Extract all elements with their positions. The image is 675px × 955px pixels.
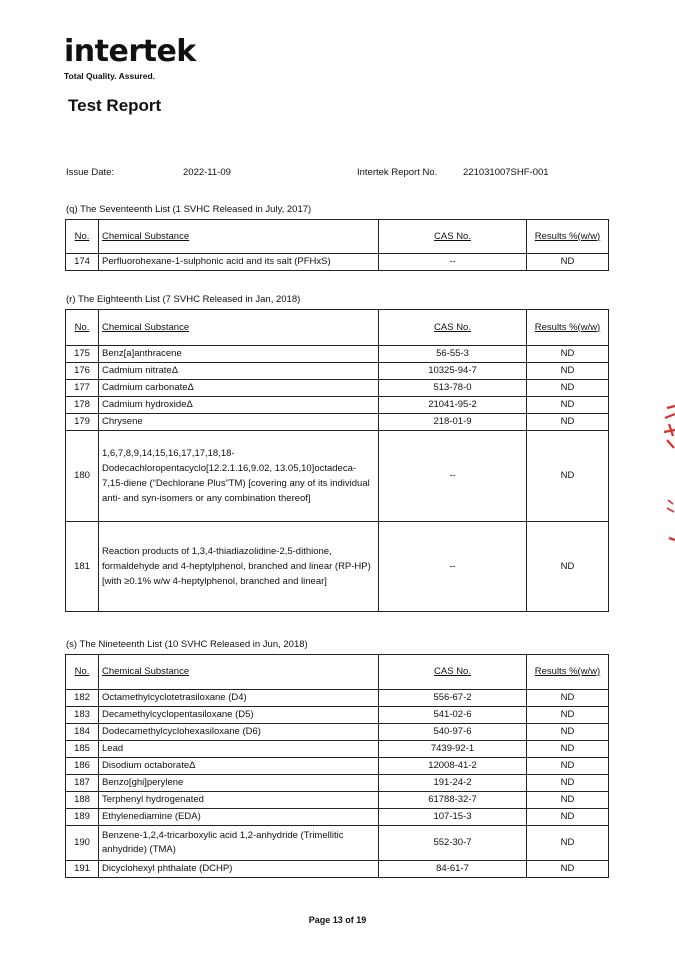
report-no-label: Intertek Report No.	[357, 167, 438, 178]
header-cas: CAS No.	[379, 310, 527, 346]
cell-cas: 7439-92-1	[379, 741, 527, 758]
logo-tagline: Total Quality. Assured.	[64, 71, 155, 81]
cell-no: 181	[66, 522, 99, 612]
table-row	[66, 690, 609, 707]
header-no: No.	[66, 220, 99, 254]
table-row	[66, 397, 609, 414]
cell-substance: Octamethylcyclotetrasiloxane (D4)	[99, 690, 379, 707]
table-row	[66, 431, 609, 522]
cell-no: 189	[66, 809, 99, 826]
table-row	[66, 380, 609, 397]
cell-substance: Decamethylcyclopentasiloxane (D5)	[99, 707, 379, 724]
cell-substance: Lead	[99, 741, 379, 758]
cell-substance: Terphenyl hydrogenated	[99, 792, 379, 809]
cell-substance: Benz[a]anthracene	[99, 346, 379, 363]
cell-cas: 540-97-6	[379, 724, 527, 741]
cell-cas: 21041-95-2	[379, 397, 527, 414]
cell-result: ND	[527, 414, 609, 431]
cell-result: ND	[527, 522, 609, 612]
cell-no: 175	[66, 346, 99, 363]
header-results: Results %(w/w)	[527, 220, 609, 254]
cell-cas: --	[379, 522, 527, 612]
cell-result: ND	[527, 826, 609, 861]
cell-cas: 107-15-3	[379, 809, 527, 826]
svhc-table-r	[65, 309, 609, 612]
table-row	[66, 414, 609, 431]
cell-cas: --	[379, 431, 527, 522]
table-row	[66, 792, 609, 809]
table-row	[66, 707, 609, 724]
table-row	[66, 522, 609, 612]
cell-no: 183	[66, 707, 99, 724]
cell-no: 186	[66, 758, 99, 775]
report-no-value: 221031007SHF-001	[463, 167, 549, 178]
section-title-q: (q) The Seventeenth List (1 SVHC Released in July, 2017)	[66, 204, 312, 215]
cell-no: 190	[66, 826, 99, 861]
cell-substance: Perfluorohexane-1-sulphonic acid and its salt (PFHxS)	[99, 254, 379, 271]
cell-cas: 556-67-2	[379, 690, 527, 707]
cell-result: ND	[527, 690, 609, 707]
section-title-r: (r) The Eighteenth List (7 SVHC Released in Jan, 2018)	[66, 294, 301, 305]
cell-cas: --	[379, 254, 527, 271]
header-substance: Chemical Substance	[99, 655, 379, 690]
cell-result: ND	[527, 758, 609, 775]
header-cas: CAS No.	[379, 655, 527, 690]
cell-substance: Disodium octaborateΔ	[99, 758, 379, 775]
table-header-row	[66, 220, 609, 254]
cell-substance: Cadmium carbonateΔ	[99, 380, 379, 397]
table-row	[66, 346, 609, 363]
header-cas: CAS No.	[379, 220, 527, 254]
cell-substance: Benzene-1,2,4-tricarboxylic acid 1,2-anhydride (Trimellitic anhydride) (TMA)	[99, 826, 379, 861]
table-row	[66, 826, 609, 861]
cell-substance: Dicyclohexyl phthalate (DCHP)	[99, 861, 379, 878]
seal-stamp-fragment	[655, 400, 675, 550]
page-number: Page 13 of 19	[308, 915, 367, 925]
cell-cas: 191-24-2	[379, 775, 527, 792]
cell-no: 179	[66, 414, 99, 431]
issue-date-label: Issue Date:	[66, 167, 115, 178]
table-row	[66, 724, 609, 741]
cell-cas: 61788-32-7	[379, 792, 527, 809]
cell-no: 178	[66, 397, 99, 414]
cell-no: 184	[66, 724, 99, 741]
cell-no: 176	[66, 363, 99, 380]
cell-cas: 552-30-7	[379, 826, 527, 861]
svhc-table-q	[65, 219, 609, 271]
table-row	[66, 758, 609, 775]
cell-cas: 56-55-3	[379, 346, 527, 363]
cell-result: ND	[527, 707, 609, 724]
cell-no: 185	[66, 741, 99, 758]
section-title-s: (s) The Nineteenth List (10 SVHC Released in Jun, 2018)	[66, 639, 308, 650]
cell-result: ND	[527, 724, 609, 741]
logo-wordmark: intertek	[64, 34, 196, 69]
table-header-row	[66, 310, 609, 346]
header-results: Results %(w/w)	[527, 310, 609, 346]
cell-result: ND	[527, 397, 609, 414]
table-row	[66, 809, 609, 826]
table-row	[66, 741, 609, 758]
cell-cas: 10325-94-7	[379, 363, 527, 380]
cell-result: ND	[527, 809, 609, 826]
cell-substance: Cadmium hydroxideΔ	[99, 397, 379, 414]
svhc-table-s	[65, 654, 609, 878]
cell-cas: 541-02-6	[379, 707, 527, 724]
cell-result: ND	[527, 380, 609, 397]
table-header-row	[66, 655, 609, 690]
header-no: No.	[66, 655, 99, 690]
cell-cas: 84-61-7	[379, 861, 527, 878]
cell-substance: Ethylenediamine (EDA)	[99, 809, 379, 826]
cell-substance: Chrysene	[99, 414, 379, 431]
cell-no: 182	[66, 690, 99, 707]
cell-result: ND	[527, 741, 609, 758]
cell-no: 177	[66, 380, 99, 397]
cell-result: ND	[527, 431, 609, 522]
table-row	[66, 861, 609, 878]
issue-date-value: 2022-11-09	[183, 167, 231, 178]
cell-result: ND	[527, 792, 609, 809]
cell-substance: Reaction products of 1,3,4-thiadiazolidine-2,5-dithione, formaldehyde and 4-heptylphenol, branched and linear (RP-HP) [with ≥0.1% w/w 4-heptylphenol, branched and linear]	[99, 522, 379, 612]
cell-substance: Dodecamethylcyclohexasiloxane (D6)	[99, 724, 379, 741]
cell-cas: 12008-41-2	[379, 758, 527, 775]
header-no: No.	[66, 310, 99, 346]
header-substance: Chemical Substance	[99, 220, 379, 254]
cell-result: ND	[527, 346, 609, 363]
cell-cas: 513-78-0	[379, 380, 527, 397]
table-row	[66, 254, 609, 271]
cell-result: ND	[527, 363, 609, 380]
cell-no: 188	[66, 792, 99, 809]
intertek-logo	[64, 36, 196, 81]
table-row	[66, 775, 609, 792]
page-title: Test Report	[68, 96, 162, 115]
cell-no: 174	[66, 254, 99, 271]
header-results: Results %(w/w)	[527, 655, 609, 690]
cell-no: 187	[66, 775, 99, 792]
cell-result: ND	[527, 861, 609, 878]
header-substance: Chemical Substance	[99, 310, 379, 346]
table-row	[66, 363, 609, 380]
cell-substance: 1,6,7,8,9,14,15,16,17,17,18,18-Dodecachloropentacyclo[12.2.1.16,9.02, 13.05,10]octadeca-7,15-diene (“Dechlorane Plus”TM) [covering any of its individual anti- and syn-isomers or any combination thereof]	[99, 431, 379, 522]
cell-substance: Benzo[ghi]perylene	[99, 775, 379, 792]
cell-no: 180	[66, 431, 99, 522]
cell-no: 191	[66, 861, 99, 878]
cell-cas: 218-01-9	[379, 414, 527, 431]
cell-result: ND	[527, 254, 609, 271]
cell-substance: Cadmium nitrateΔ	[99, 363, 379, 380]
cell-result: ND	[527, 775, 609, 792]
